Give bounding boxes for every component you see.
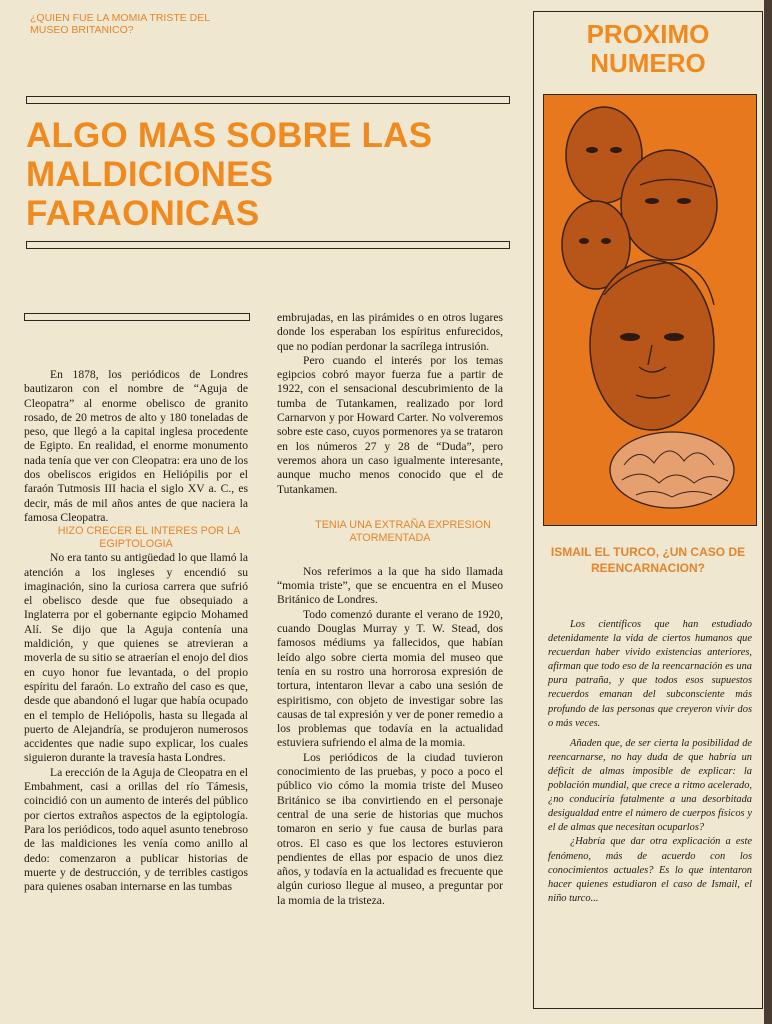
paragraph: Pero cuando el interés por los temas egipcios cobró mayor fuerza fue a partir de 1922, con el sensacional descubrimiento de la tumba de Tutankamen, realizado por lord Carnarvon y por Howard Carter. No volveremos sobre este caso, cuyos pormenores ya se trataron en los números 27 y 28 de “Duda”, pero veremos ahora un caso igualmente interesante, aunque mucho menos conocido que el de Tutankamen. [277, 353, 503, 496]
sidebar-title: PROXIMO NUMERO [586, 19, 710, 78]
paragraph: ¿Habría que dar otra explicación a este fenómeno, más de acuerdo con los conocimientos actuales? Es lo que intentaron hacer quienes estudiaron el caso de Ismail, el niño turco... [548, 836, 752, 904]
top-rule [26, 96, 510, 104]
next-issue-sidebar [533, 11, 763, 1009]
paragraph: Los científicos que han estudiado detenidamente la vida de ciertos humanos que recuerdan haber vivido existencias anteriores, afirman que todo eso de la reencarnación es una pura patraña, y que todos esos supuestos recuerdos emanan del subconsciente más profundo de las personas que creyeron vivir dos o más veces. [548, 619, 752, 729]
article-column-1 [24, 368, 248, 894]
page-edge [764, 0, 772, 1024]
faces-drawing [544, 95, 756, 525]
sidebar-subtitle: ISMAIL EL TURCO, ¿UN CASO DE REENCARNACION? [550, 545, 746, 575]
column-rule [24, 313, 250, 321]
headline-bottom-rule [26, 241, 510, 249]
paragraph: No era tanto su antigüedad lo que llamó la atención a los ingleses y encendió su imaginación, sino la curiosa carrera que sufrió el obelisco desde que fue obsequiado a Inglaterra por el gobernante egipcio Mohamed Alí. Se dijo que la Aguja contenía una maldición, y que quienes se atrevieran a moverla de su sitio se atraerían el enojo del dios en cuyo honor fue levantada, o del propio espíritu del faraón. Lo extraño del caso es que, desde que abandonó el lugar que había ocupado en el templo de Heliópolis, hasta su llegada al puerto de Alejandría, se produjeron numerosos accidentes que nadie supo explicar, los cuales siguieron durante la travesía hasta Londres. [24, 551, 248, 765]
paragraph: La erección de la Aguja de Cleopatra en el Embahment, casi a orillas del río Támesis, coincidió con un aumento de interés del público por ciertos extraños aspectos de la egiptología. Para los periódicos, todo aquel asunto tenebroso de las maldiciones les venía como anillo al dedo: comenzaron a publicar historias de muerte y de destrucción, y de terribles castigos para quienes osaban internarse en las tumbas [24, 765, 248, 894]
paragraph: embrujadas, en las pirámides o en otros lugares donde los esperaban los espíritus enfurecidos, que no podían perdonar la sacrílega intrusión. [277, 311, 503, 353]
paragraph: En 1878, los periódicos de Londres bautizaron con el nombre de “Aguja de Cleopatra” al enorme obelisco de granito rosado, de 20 metros de alto y 180 toneladas de peso, que llegó a la capital inglesa procedente de Egipto. En realidad, el enorme monumento nada tenía que ver con Cleopatra: era uno de los dos obeliscos erigidos en Heliópilis por el faraón Tutmosis III hacia el siglo XV a. C., es decir, más de mil años antes de que naciera la famosa Cleopatra. [24, 368, 248, 524]
kicker-line: ¿QUIEN FUE LA MOMIA TRISTE DEL MUSEO BRITANICO? [30, 12, 210, 36]
article-column-2 [277, 311, 503, 908]
paragraph: Los periódicos de la ciudad tuvieron conocimiento de las pruebas, y poco a poco el público vio cómo la momia triste del Museo Británico se iba convirtiendo en el personaje central de una serie de historias que muchos tomaron en serio y fue causa de burlas para otros. El caso es que los lectores estuvieron pendientes de ellas por espacio de unos diez años, y todavía en la actualidad es frecuente que algún curioso llegue al museo, a preguntar por la momia de la tristeza. [277, 750, 503, 907]
section-subhead: HIZO CRECER EL INTERES POR LA EGIPTOLOGIA [57, 525, 241, 551]
faces-illustration [543, 94, 757, 526]
paragraph: Añaden que, de ser cierta la posibilidad de reencarnarse, no hay duda de que habría un déficit de almas imposible de explicar: la población mundial, que crece a ritmo acelerado, ¿no conduciría fatalmente a una desorbitada desigualdad entre el número de cuerpos físicos y el de almas que necesitan ocuparlos? [548, 737, 752, 834]
paragraph: Todo comenzó durante el verano de 1920, cuando Douglas Murray y T. W. Stead, dos famosos médiums ya fallecidos, que habían leído algo sobre cierta momia del museo que tenía en su rostro una horrorosa expresión de tortura, intentaron llevar a cabo una sesión de espiritismo, con objeto de investigar sobre las causas de tal expresión y ver de poner remedio a los problemas que todavía en la actualidad estuviera sufriendo el alma de la momia. [277, 607, 503, 750]
sidebar-body [548, 618, 752, 906]
paragraph: Nos referimos a la que ha sido llamada “momia triste”, que se encuentra en el Museo Británico de Londres. [277, 564, 503, 607]
article-headline: ALGO MAS SOBRE LAS MALDICIONES FARAONICAS [26, 116, 433, 233]
section-subhead: TENIA UNA EXTRAÑA EXPRESION ATORMENTADA [315, 518, 491, 544]
